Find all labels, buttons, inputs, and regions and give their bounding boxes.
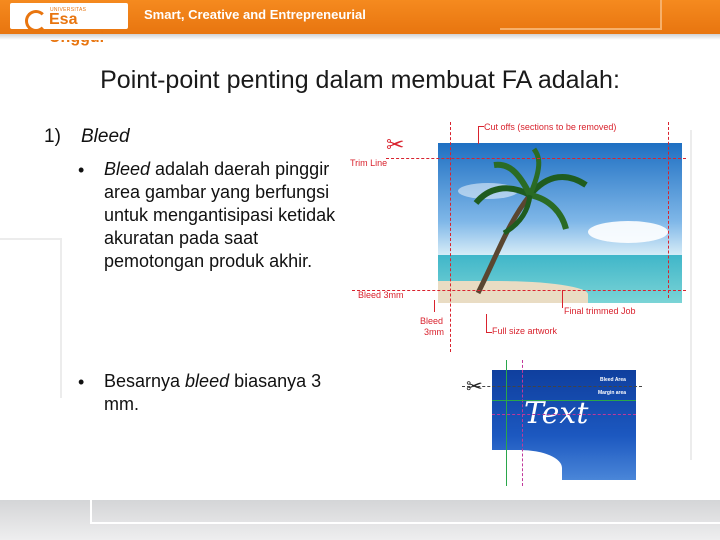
logo-swoosh-icon bbox=[25, 10, 47, 32]
bullet-2-rest: biasanya 3 mm. bbox=[104, 371, 322, 414]
footer-decoration bbox=[90, 500, 720, 524]
trim-line-top bbox=[386, 158, 686, 159]
slide-title: Point-point penting dalam membuat FA adalah: bbox=[100, 66, 620, 94]
full-size-pointer bbox=[486, 314, 487, 332]
text-bleed-example bbox=[462, 360, 642, 486]
list-heading: Bleed bbox=[81, 126, 130, 147]
university-logo[interactable] bbox=[10, 3, 128, 29]
cut-offs-pointer bbox=[478, 126, 479, 144]
cut-offs-label: Cut offs (sections to be removed) bbox=[484, 122, 617, 132]
final-trimmed-label: Final trimmed Job bbox=[564, 306, 636, 316]
bullet-2-text bbox=[104, 370, 354, 416]
palm-tree-icon bbox=[438, 143, 682, 303]
bleed-mm-label: 3mm bbox=[424, 327, 444, 337]
panel-guide-magenta-h bbox=[492, 414, 636, 415]
bleed-diagram bbox=[342, 118, 698, 354]
footer-bar bbox=[0, 500, 720, 540]
bullet-1-text bbox=[104, 158, 342, 273]
trim-line-left bbox=[450, 122, 451, 352]
list-number: 1) bbox=[44, 126, 61, 147]
bullet-1-italic: Bleed bbox=[104, 159, 151, 179]
scissors-icon: ✂ bbox=[466, 376, 483, 398]
bg-line-left bbox=[0, 238, 60, 240]
bleed-measure bbox=[434, 300, 435, 312]
header-decoration bbox=[500, 0, 662, 30]
beach-photo bbox=[438, 143, 682, 303]
panel-sample-text: Text bbox=[524, 396, 589, 431]
bg-line-left-vertical bbox=[60, 238, 62, 398]
header-tagline: Smart, Creative and Entrepreneurial bbox=[144, 7, 366, 22]
bleed-line-right bbox=[668, 122, 669, 298]
full-size-label: Full size artwork bbox=[492, 326, 558, 336]
scissors-icon: ✂ bbox=[386, 132, 405, 157]
panel-guide-green bbox=[506, 360, 507, 486]
panel-margin-area-label: Margin area bbox=[598, 390, 627, 396]
bullet-1-rest: adalah daerah pinggir area gambar yang berfungsi untuk mengantisipasi ketidak akuratan pada saat pemotongan produk akhir. bbox=[104, 159, 336, 271]
bullet-2-italic: bleed bbox=[185, 371, 230, 391]
bullet-marker-2: • bbox=[78, 372, 85, 392]
bullet-1-clip bbox=[100, 158, 342, 363]
panel-guide-green-h bbox=[492, 400, 636, 401]
panel-bleed-area-label: Bleed Area bbox=[600, 377, 626, 383]
final-job-pointer bbox=[562, 290, 563, 308]
panel-guide-magenta bbox=[522, 360, 523, 486]
trim-line-label: Trim Line bbox=[350, 158, 388, 168]
bullet-marker-1: • bbox=[78, 160, 85, 180]
header-bar bbox=[0, 0, 720, 34]
logo-small-text: UNIVERSITAS bbox=[50, 7, 87, 13]
panel-guide-line bbox=[462, 386, 642, 387]
bleed-label: Bleed bbox=[420, 316, 444, 326]
header-shadow bbox=[0, 34, 720, 40]
logo-name: Esa bbox=[49, 11, 78, 28]
bleed-3mm-label: Bleed 3mm bbox=[358, 290, 404, 300]
bullet-2-pre: Besarnya bbox=[104, 371, 186, 391]
